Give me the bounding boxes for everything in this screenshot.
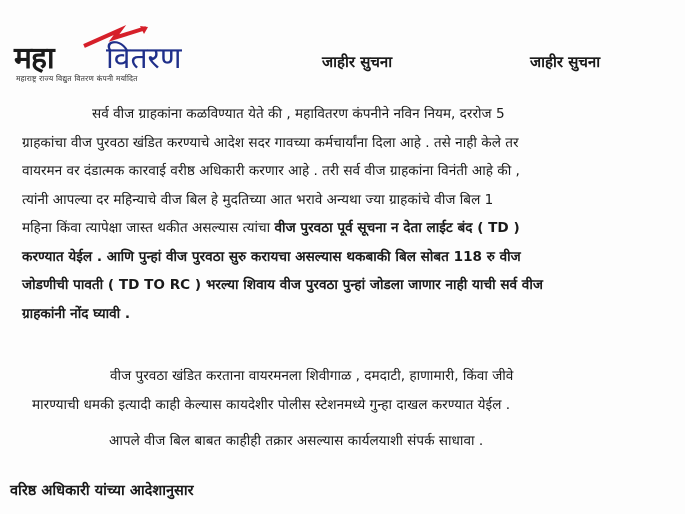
paragraph-line: ग्राहकांचा वीज पुरवठा खंडित करण्याचे आदेश सदर गावच्या कर्मचार्यांना दिला आहे . तसे नाही केले तर [22,134,519,151]
notice-heading-left: जाहीर सुचना [322,53,393,71]
paragraph-line [22,243,670,272]
paragraph-line: त्यांनी आपल्या दर महिन्याचे वीज बिल हे मुदतिच्या आत भरावे अन्यथा ज्या ग्राहकांचे वीज बिल 1 [22,191,494,208]
mahavitaran-logo [14,24,276,84]
paragraph-line: आपले वीज बिल बाबत काहीही तक्रार असल्यास कार्यलयाशी संपर्क साधावा . [109,433,484,449]
paragraph-line-bold-segment: जोडणीची पावती ( TD TO RC ) भरल्या शिवाय वीज पुरवठा पुन्हां जोडला जाणार नाही याची सर्व वीज [22,277,543,293]
signature-line: वरिष्ठ अधिकारी यांच्या आदेशानुसार [10,483,194,499]
logo-tagline: महाराष्ट्र राज्य विद्युत वितरण कंपनी मर्यादित [16,74,138,83]
logo-text-vitaran: वितरण [106,41,182,76]
paragraph-line [22,214,670,243]
notice-heading-right: जाहीर सुचना [530,53,601,71]
logo-text-maha: महा [14,41,54,76]
notice-paragraph-contact [22,427,670,456]
notice-paragraph-main [22,100,670,328]
notice-paragraph-warning [22,362,670,419]
paragraph-line [22,271,670,300]
paragraph-line: वायरमन वर दंडात्मक कारवाई वरीष्ठ अधिकारी करणार आहे . तरी सर्व वीज ग्राहकांना विनंती आहे की , [22,163,520,179]
paragraph-line: मारण्याची धमकी इत्यादी काही केल्यास कायदेशीर पोलीस स्टेशनमध्ये गुन्हा दाखल करण्यात येईल . [32,396,511,413]
paragraph-line: सर्व वीज ग्राहकांना कळविण्यात येते की , महावितरण कंपनीने नविन नियम, दररोज 5 [92,106,505,122]
paragraph-line-bold-segment: करण्यात येईल . आणि पुन्हां वीज पुरवठा सुरु करायचा असल्यास थकबाकी बिल सोबत 118 रु वीज [22,248,521,265]
paragraph-line-bold-segment: वीज पुरवठा पूर्व सूचना न देता लाईट बंद ( TD ) [274,220,520,236]
paragraph-line-segment: महिना किंवा त्यापेक्षा जास्त थकीत असल्यास त्यांचा [22,220,275,236]
paragraph-line: वीज पुरवठा खंडित करताना वायरमनला शिवीगाळ , दमदाटी, हाणामारी, किंवा जीवे [110,368,514,384]
paragraph-line [22,300,670,329]
paragraph-line-bold-segment: ग्राहकांनी नोंद घ्यावी . [22,305,131,322]
